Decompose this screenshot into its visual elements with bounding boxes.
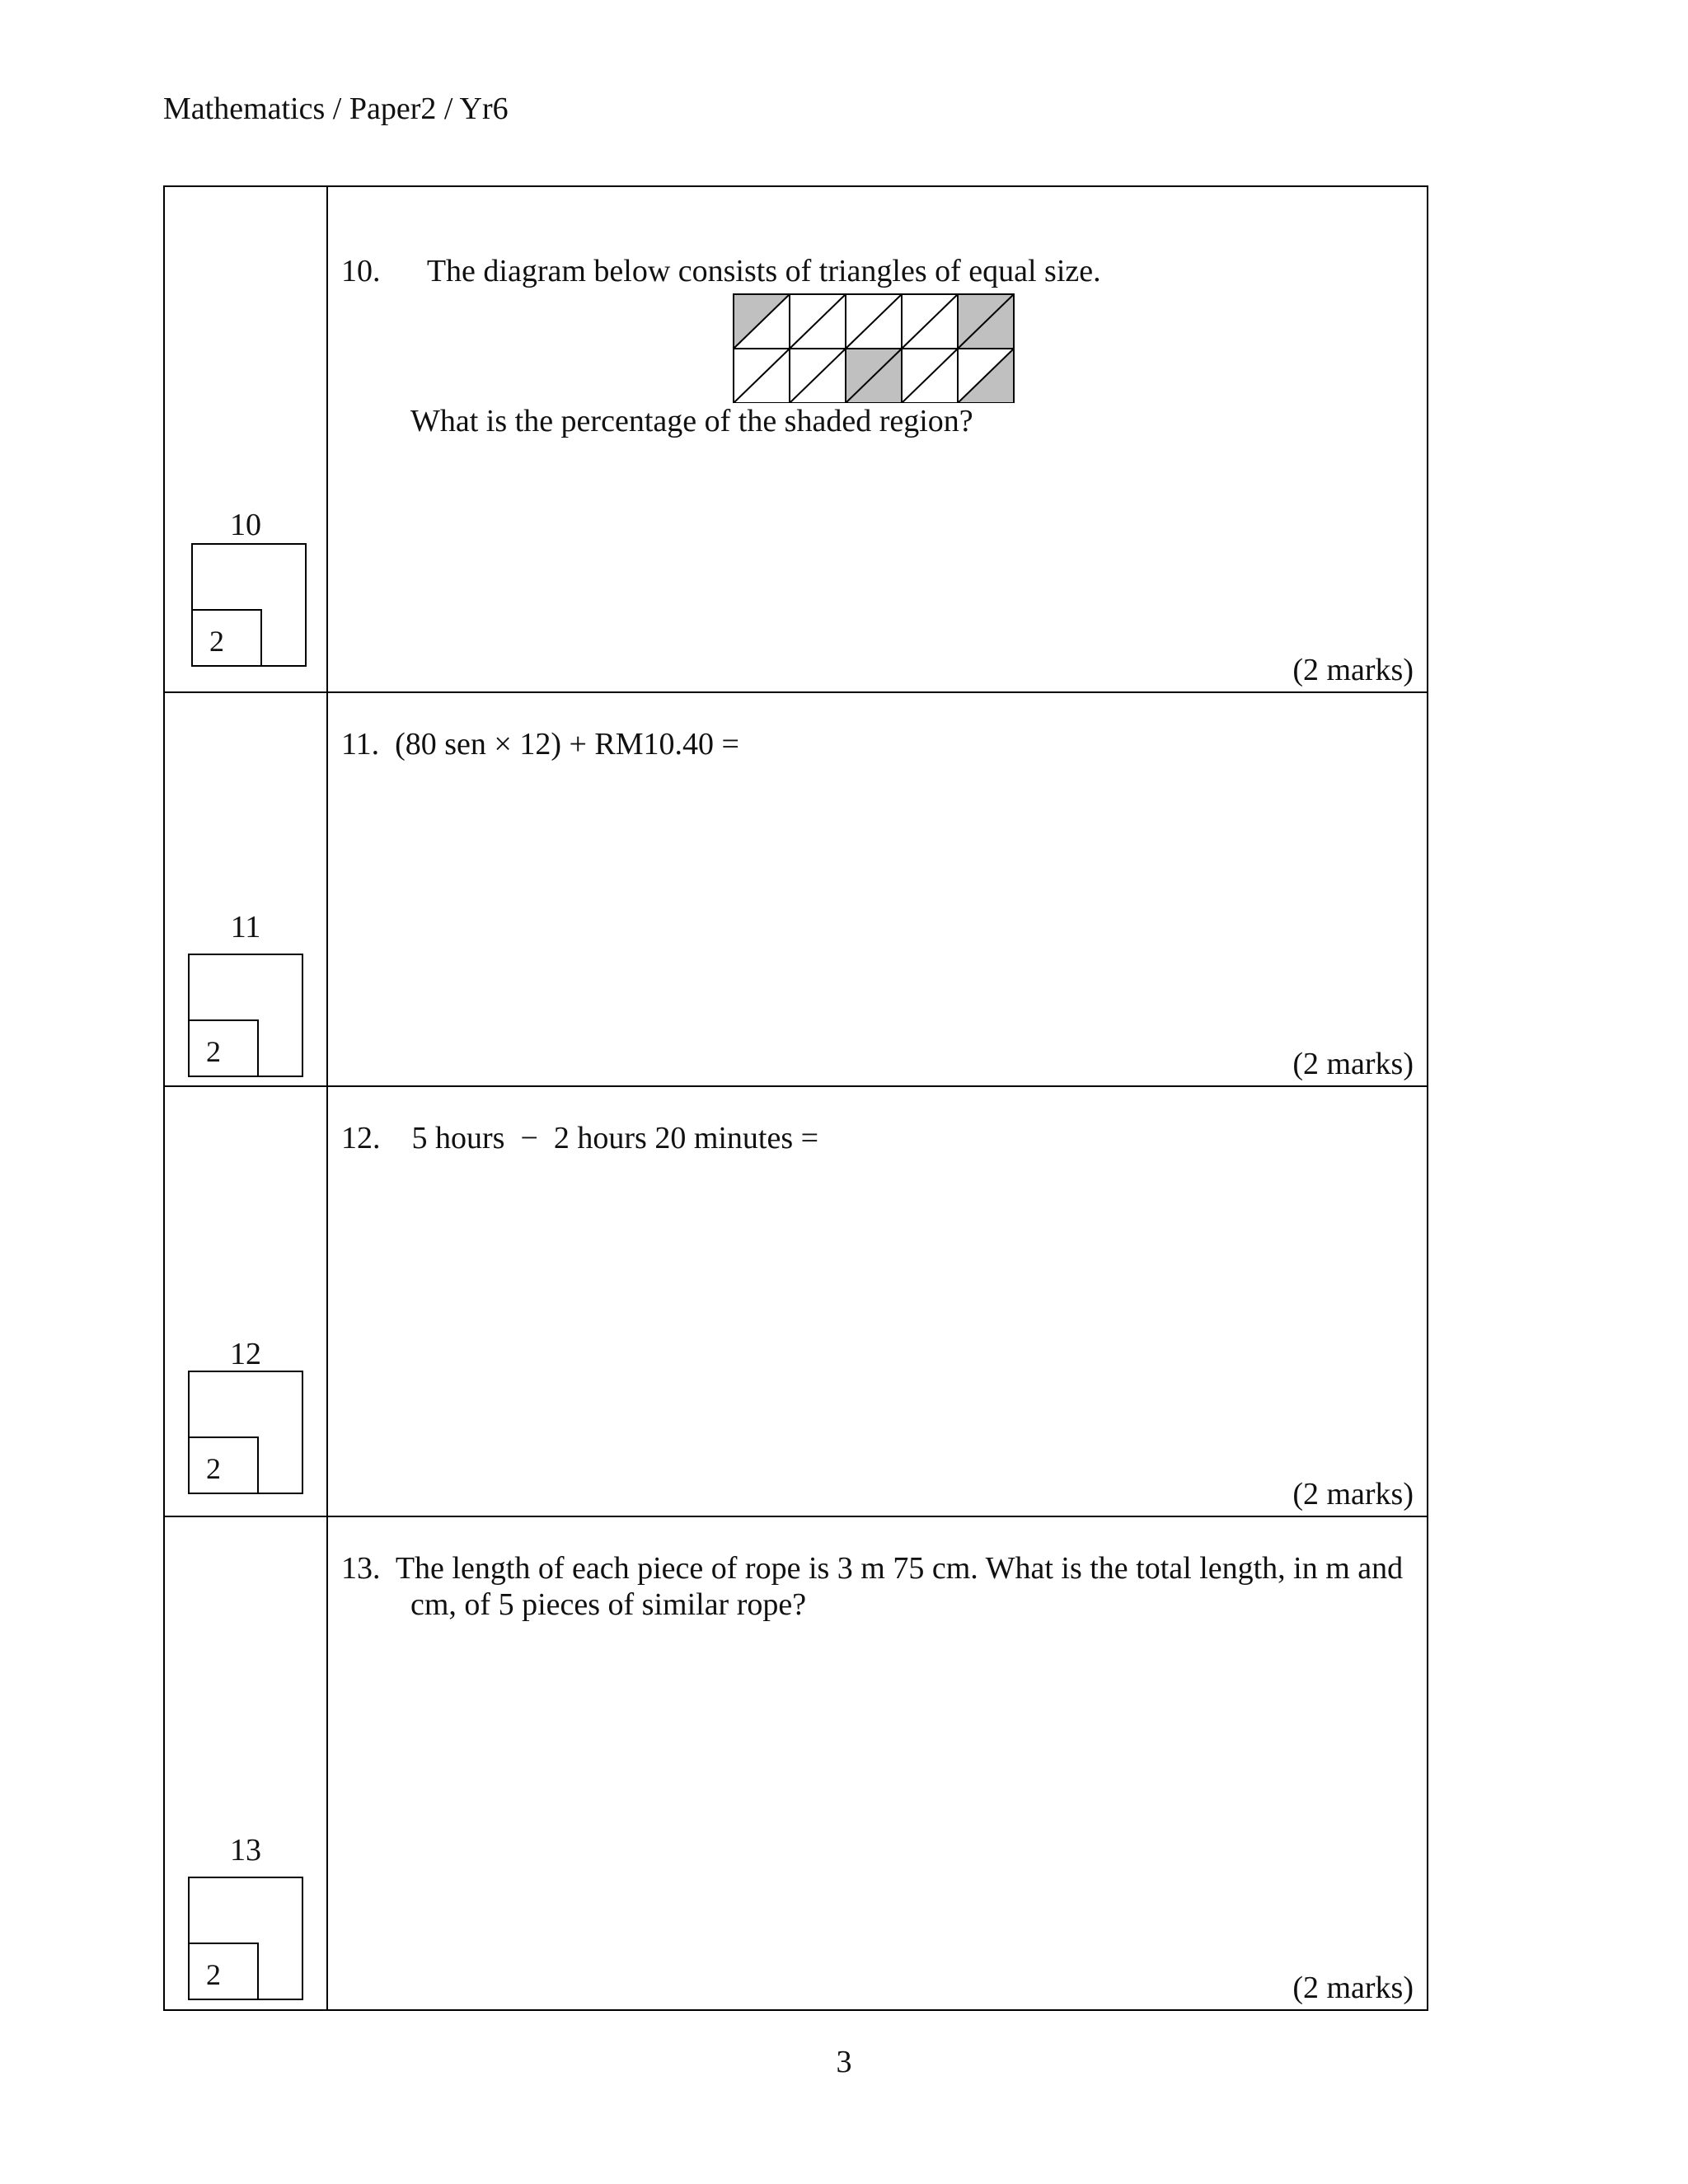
max-score: 2 [206,1452,221,1485]
question-subtext: What is the percentage of the shaded region? [410,404,973,438]
question-content [328,1087,1427,1516]
question-content [328,187,1427,691]
score-column [165,1517,328,2009]
cell-diagonal [902,349,958,403]
max-score: 2 [206,1958,221,1991]
question-number-label: 11 [230,910,261,944]
max-score: 2 [206,1035,221,1068]
question-table [163,185,1428,2011]
score-column [165,187,328,691]
marks-label: (2 marks) [1292,653,1414,687]
question-number-label: 12 [230,1337,261,1371]
question-text-line1: 13. The length of each piece of rope is 3 m 75 cm. What is the total length, in m and [341,1551,1404,1586]
question-row-13 [165,1517,1427,2009]
score-column [165,1087,328,1516]
cell-diagonal [790,349,846,403]
question-row-12 [165,1087,1427,1517]
max-score-box [188,1019,259,1077]
question-content [328,1517,1427,2009]
max-score-box [188,1943,259,2000]
triangle-grid-diagram [732,293,1015,403]
marks-label: (2 marks) [1292,1477,1414,1511]
score-box [188,954,303,1077]
marks-label: (2 marks) [1292,1971,1414,2005]
score-box [188,1877,303,2000]
question-text: 10. The diagram below consists of triangles of equal size. [341,254,1101,288]
question-row-11 [165,693,1427,1087]
question-text: 11. (80 sen × 12) + RM10.40 = [341,727,739,762]
question-row-10 [165,187,1427,693]
marks-label: (2 marks) [1292,1047,1414,1081]
cell-diagonal [790,294,846,349]
question-number-label: 10 [230,508,261,542]
page-number: 3 [836,2045,852,2079]
question-text: 12. 5 hours − 2 hours 20 minutes = [341,1121,819,1155]
max-score-box [191,609,262,667]
question-number-label: 13 [230,1833,261,1868]
cell-diagonal [902,294,958,349]
score-box [191,543,307,667]
cell-diagonal [846,294,902,349]
question-text-line2: cm, of 5 pieces of similar rope? [410,1587,807,1622]
score-box [188,1371,303,1494]
max-score: 2 [209,625,224,658]
cell-diagonal [734,349,790,403]
page-header: Mathematics / Paper2 / Yr6 [163,91,509,126]
max-score-box [188,1436,259,1494]
question-content [328,693,1427,1085]
score-column [165,693,328,1085]
